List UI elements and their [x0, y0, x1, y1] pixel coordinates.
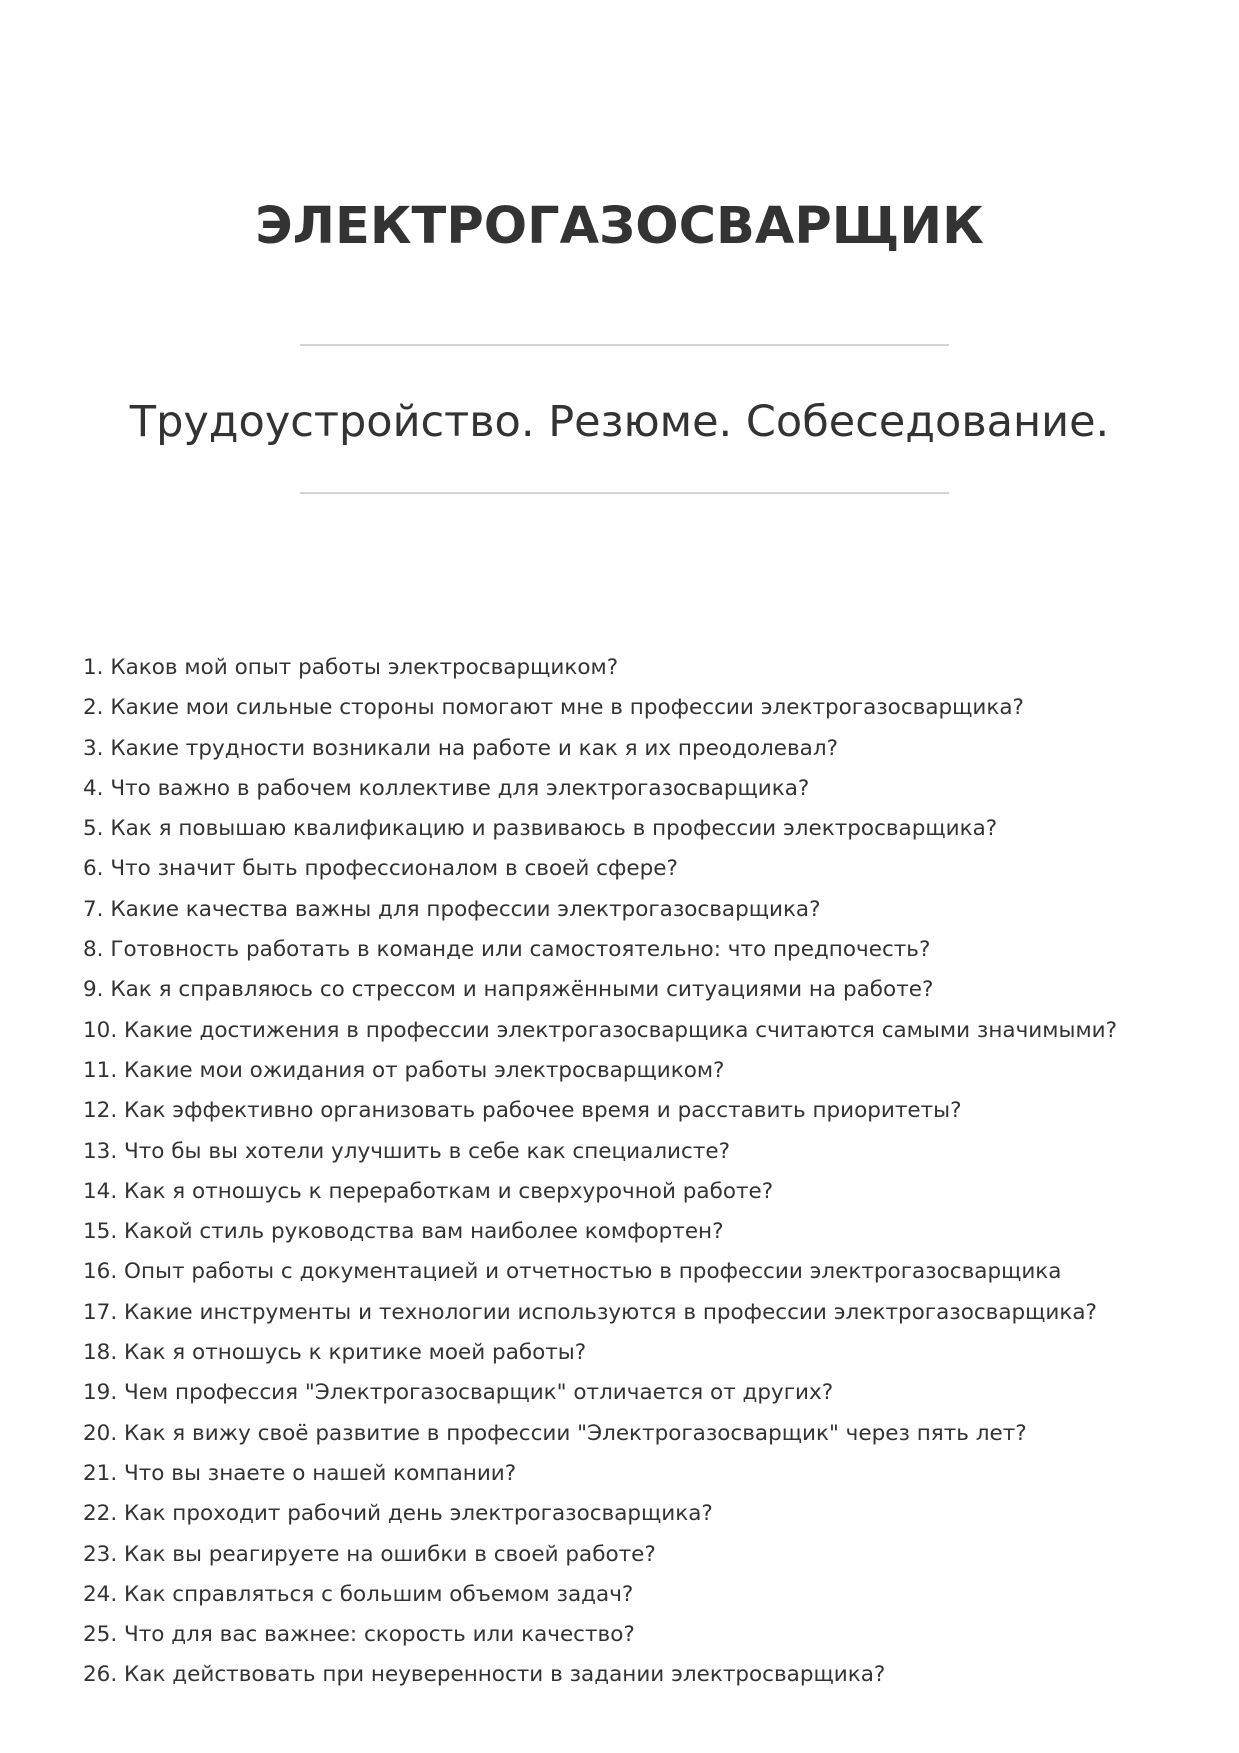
question-item: 1. Каков мой опыт работы электросварщиком? — [83, 655, 619, 680]
question-item: 10. Какие достижения в профессии электрогазосварщика считаются самыми значимыми? — [83, 1017, 1118, 1043]
question-list — [83, 648, 1183, 1696]
question-item: 21. Что вы знаете о нашей компании? — [83, 1460, 517, 1486]
question-item: 19. Чем профессия "Электрогазосварщик" отличается от других? — [83, 1380, 834, 1406]
question-item: 24. Как справляться с большим объемом задач? — [83, 1581, 634, 1607]
question-item: 4. Что важно в рабочем коллективе для электрогазосварщика? — [83, 775, 810, 801]
question-item: 25. Что для вас важнее: скорость или качество? — [83, 1622, 635, 1648]
question-item: 8. Готовность работать в команде или самостоятельно: что предпочесть? — [83, 937, 931, 963]
question-item: 12. Как эффективно организовать рабочее время и расставить приоритеты? — [83, 1098, 962, 1124]
question-item: 11. Какие мои ожидания от работы электросварщиком? — [83, 1057, 725, 1083]
question-item: 16. Опыт работы с документацией и отчетностью в профессии электрогазосварщика — [83, 1259, 1062, 1285]
question-item: 13. Что бы вы хотели улучшить в себе как специалисте? — [83, 1138, 731, 1164]
bottom-divider — [300, 492, 949, 494]
question-item: 17. Какие инструменты и технологии используются в профессии электрогазосварщика? — [83, 1299, 1097, 1325]
document-subtitle: Трудоустройство. Резюме. Собеседование. — [129, 397, 1110, 447]
question-item: 18. Как я отношусь к критике моей работы? — [83, 1340, 587, 1366]
document-title: ЭЛЕКТРОГАЗОСВАРЩИК — [255, 197, 984, 256]
question-item: 9. Как я справляюсь со стрессом и напряжёнными ситуациями на работе? — [83, 977, 934, 1003]
question-item: 15. Какой стиль руководства вам наиболее комфортен? — [83, 1219, 724, 1245]
top-divider — [300, 344, 949, 346]
question-item: 23. Как вы реагируете на ошибки в своей работе? — [83, 1541, 656, 1567]
question-item: 7. Какие качества важны для профессии электрогазосварщика? — [83, 896, 821, 922]
question-item: 2. Какие мои сильные стороны помогают мне в профессии электрогазосварщика? — [83, 695, 1024, 721]
question-item: 22. Как проходит рабочий день электрогазосварщика? — [83, 1501, 713, 1527]
question-item: 26. Как действовать при неуверенности в задании электросварщика? — [83, 1662, 886, 1688]
question-item: 5. Как я повышаю квалификацию и развиваюсь в профессии электросварщика? — [83, 816, 998, 842]
question-item: 20. Как я вижу своё развитие в профессии "Электрогазосварщик" через пять лет? — [83, 1420, 1027, 1446]
question-item: 3. Какие трудности возникали на работе и как я их преодолевал? — [83, 735, 838, 761]
question-item: 6. Что значит быть профессионалом в своей сфере? — [83, 856, 678, 882]
question-item: 14. Как я отношусь к переработкам и сверхурочной работе? — [83, 1178, 774, 1204]
